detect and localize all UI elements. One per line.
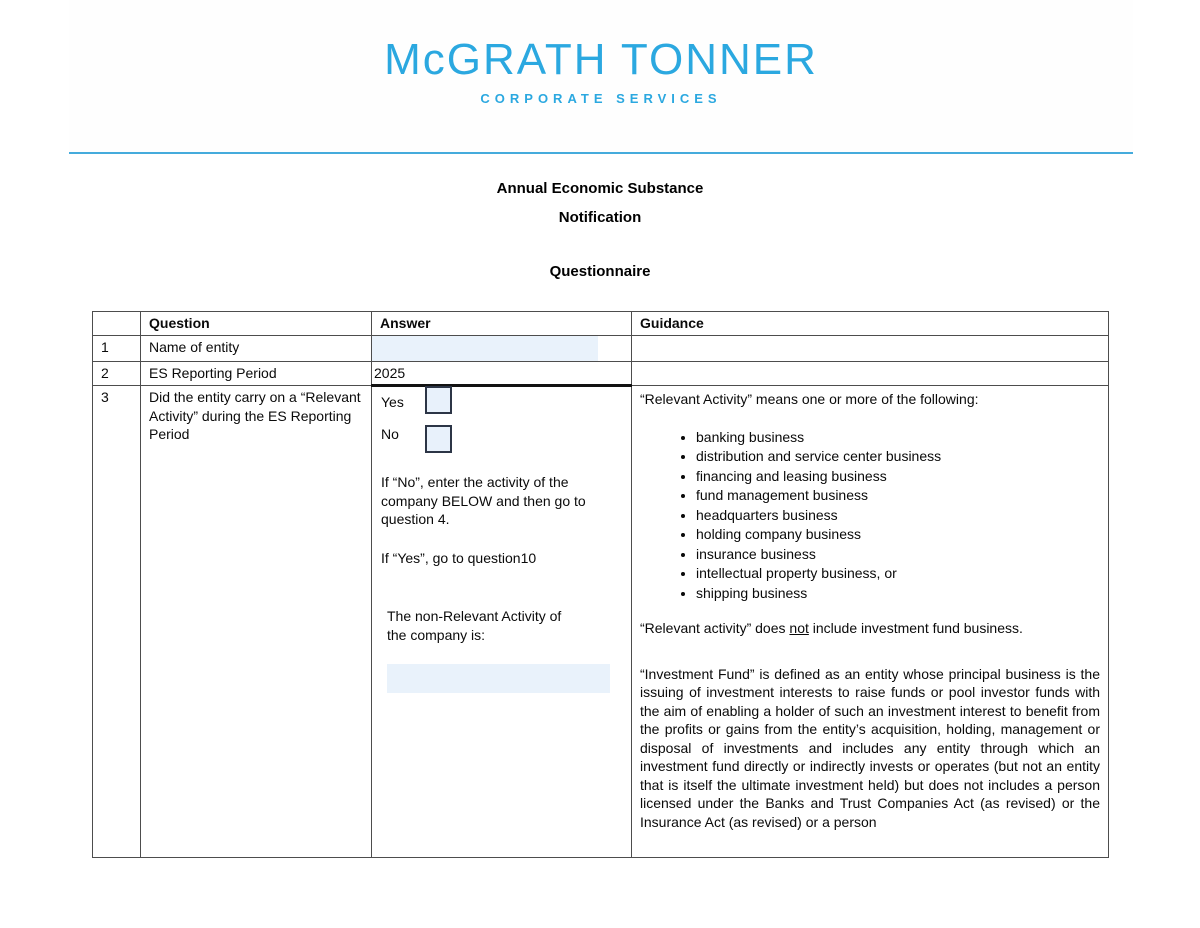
note-underlined-word: not	[789, 620, 809, 636]
table-row	[93, 386, 1109, 858]
list-item: • distribution and service center business	[696, 447, 1100, 467]
q1-guidance-cell	[632, 335, 1109, 361]
logo-tagline: CORPORATE SERVICES	[480, 91, 722, 106]
entity-name-input[interactable]	[372, 336, 598, 361]
list-item: • holding company business	[696, 525, 1100, 545]
list-item: • financing and leasing business	[696, 467, 1100, 487]
no-checkbox[interactable]	[425, 425, 452, 453]
questionnaire-table	[92, 311, 1109, 858]
letterhead	[69, 0, 1133, 154]
column-header-answer: Answer	[372, 312, 632, 336]
list-item: • insurance business	[696, 545, 1100, 565]
investment-fund-definition: “Investment Fund” is defined as an entity whose principal business is the issuing of investment interests to raise funds or pool investor funds with the aim of enabling a holder of such an investment interest to benefit from the profits or gains from the entity’s acquisition, holding, management or disposal of investments and includes any entity through which an investment fund directly or indirectly invests or operates (but not an entity that is itself the ultimate investment held) but does not includes a person licensed under the Banks and Trust Companies Act (as revised) or the Insurance Act (as revised) or a person	[640, 665, 1100, 830]
row-number: 1	[93, 335, 141, 361]
non-relevant-activity-input[interactable]	[387, 664, 610, 693]
yes-option	[381, 393, 622, 414]
column-header-question: Question	[141, 312, 372, 336]
table-row	[93, 361, 1109, 386]
list-item: • fund management business	[696, 486, 1100, 506]
document-title-line1: Annual Economic Substance	[496, 180, 704, 197]
non-relevant-activity-label: The non-Relevant Activity of the company is:	[387, 608, 562, 643]
if-no-instruction: If “No”, enter the activity of the company BELOW and then go to question 4.	[381, 474, 586, 527]
reporting-period-input[interactable]: 2025	[372, 361, 632, 386]
logo-wordmark: McGRATH TONNER	[384, 35, 818, 84]
column-header-number	[93, 312, 141, 336]
q2-guidance-cell	[632, 361, 1109, 386]
document-titles	[0, 180, 1200, 280]
question-text: Did the entity carry on a “Relevant Activity” during the ES Reporting Period	[141, 386, 372, 858]
guidance-intro: “Relevant Activity” means one or more of the following:	[640, 391, 979, 407]
question-text: Name of entity	[141, 335, 372, 361]
q3-answer-cell	[372, 386, 632, 858]
yes-checkbox[interactable]	[425, 386, 452, 414]
column-header-guidance: Guidance	[632, 312, 1109, 336]
document-subtitle-questionnaire: Questionnaire	[549, 263, 651, 280]
company-logo	[69, 35, 1133, 106]
q3-guidance-cell	[632, 386, 1109, 858]
no-option	[381, 425, 622, 453]
table-row	[93, 335, 1109, 361]
relevant-activity-list	[640, 428, 1100, 604]
no-label: No	[381, 426, 399, 442]
q1-answer-cell	[372, 335, 632, 361]
document-title-line2: Notification	[558, 209, 642, 226]
question-text: ES Reporting Period	[141, 361, 372, 386]
table-header-row	[93, 312, 1109, 336]
yes-label: Yes	[381, 394, 404, 410]
list-item: • headquarters business	[696, 506, 1100, 526]
guidance-note	[640, 619, 1100, 638]
if-yes-instruction: If “Yes”, go to question10	[381, 549, 537, 566]
note-prefix: “Relevant activity” does	[640, 620, 790, 636]
list-item: • intellectual property business, or	[696, 564, 1100, 584]
list-item: • banking business	[696, 428, 1100, 448]
note-suffix: include investment fund business.	[808, 620, 1023, 636]
list-item: • shipping business	[696, 584, 1100, 604]
row-number: 3	[93, 386, 141, 858]
row-number: 2	[93, 361, 141, 386]
